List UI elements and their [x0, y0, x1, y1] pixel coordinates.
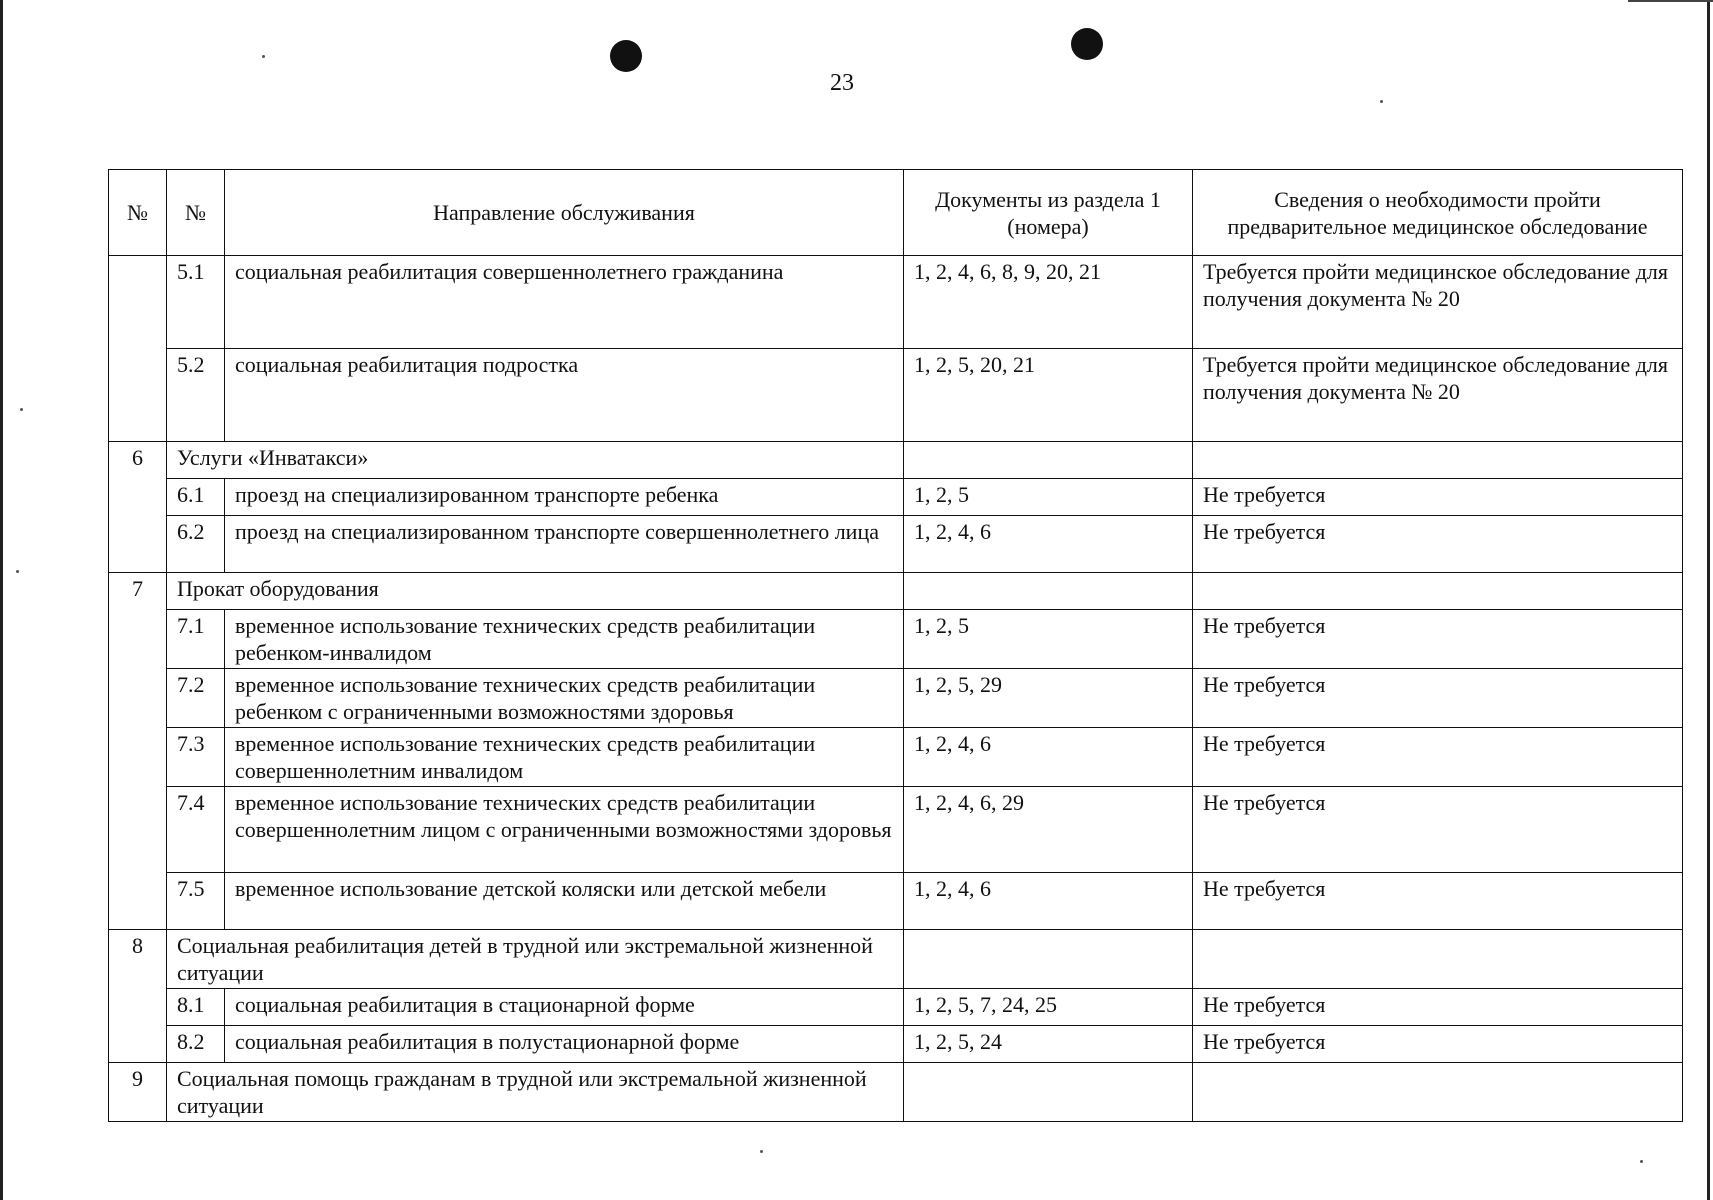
medical-cell: Не требуется [1193, 516, 1683, 573]
documents-cell [904, 442, 1193, 479]
sub-number-cell: 7.3 [167, 728, 225, 787]
table-row [109, 610, 1683, 669]
documents-cell: 1, 2, 5, 29 [904, 669, 1193, 728]
header-documents: Документы из раздела 1 (номера) [904, 170, 1193, 256]
table-row [109, 873, 1683, 930]
group-title-cell: Прокат оборудования [167, 573, 904, 610]
medical-cell: Не требуется [1193, 989, 1683, 1026]
header-direction: Направление обслуживания [225, 170, 904, 256]
punch-hole-left [610, 40, 642, 72]
scan-speck [1380, 100, 1383, 103]
documents-cell: 1, 2, 4, 6 [904, 873, 1193, 930]
medical-cell: Не требуется [1193, 873, 1683, 930]
group-number-cell: 9 [109, 1063, 167, 1122]
table-group-row [109, 930, 1683, 989]
direction-cell: временное использование детской коляски или детской мебели [225, 873, 904, 930]
medical-cell: Не требуется [1193, 728, 1683, 787]
direction-cell: проезд на специализированном транспорте совершеннолетнего лица [225, 516, 904, 573]
table-group-row [109, 573, 1683, 610]
scan-speck [262, 55, 265, 58]
group-title-cell: Услуги «Инватакси» [167, 442, 904, 479]
group-number-cell: 8 [109, 930, 167, 1063]
direction-cell: временное использование технических средств реабилитации ребенком-инвалидом [225, 610, 904, 669]
sub-number-cell: 8.1 [167, 989, 225, 1026]
group-title-cell: Социальная помощь гражданам в трудной или экстремальной жизненной ситуации [167, 1063, 904, 1122]
documents-cell: 1, 2, 5, 20, 21 [904, 349, 1193, 442]
group-title-cell: Социальная реабилитация детей в трудной или экстремальной жизненной ситуации [167, 930, 904, 989]
header-sub-number: № [167, 170, 225, 256]
sub-number-cell: 5.2 [167, 349, 225, 442]
sub-number-cell: 5.1 [167, 256, 225, 349]
header-group-number: № [109, 170, 167, 256]
scan-right-edge [1707, 0, 1710, 1200]
medical-cell: Требуется пройти медицинское обследование для получения документа № 20 [1193, 256, 1683, 349]
medical-cell [1193, 930, 1683, 989]
sub-number-cell: 7.2 [167, 669, 225, 728]
group-number-cell: 7 [109, 573, 167, 930]
direction-cell: социальная реабилитация в полустационарной форме [225, 1026, 904, 1063]
medical-cell: Не требуется [1193, 787, 1683, 873]
direction-cell: проезд на специализированном транспорте ребенка [225, 479, 904, 516]
table-group-row [109, 442, 1683, 479]
group-number-cell [109, 256, 167, 442]
direction-cell: временное использование технических средств реабилитации совершеннолетним лицом с ограниченными возможностями здоровья [225, 787, 904, 873]
punch-hole-right [1071, 28, 1103, 60]
services-table [108, 169, 1683, 1122]
table-row [109, 728, 1683, 787]
table-row [109, 787, 1683, 873]
table-row [109, 349, 1683, 442]
documents-cell [904, 573, 1193, 610]
scan-speck [20, 408, 23, 411]
medical-cell [1193, 442, 1683, 479]
table-row [109, 989, 1683, 1026]
medical-cell: Не требуется [1193, 669, 1683, 728]
medical-cell: Требуется пройти медицинское обследование для получения документа № 20 [1193, 349, 1683, 442]
documents-cell: 1, 2, 4, 6 [904, 516, 1193, 573]
documents-cell: 1, 2, 5, 7, 24, 25 [904, 989, 1193, 1026]
table-row [109, 1026, 1683, 1063]
table-row [109, 516, 1683, 573]
scan-top-edge [1628, 0, 1713, 2]
header-medical: Сведения о необходимости пройти предварительное медицинское обследование [1193, 170, 1683, 256]
documents-cell: 1, 2, 4, 6, 8, 9, 20, 21 [904, 256, 1193, 349]
documents-cell [904, 1063, 1193, 1122]
scan-speck [760, 1150, 763, 1153]
scan-left-edge [0, 0, 3, 1200]
medical-cell [1193, 573, 1683, 610]
table-row [109, 479, 1683, 516]
direction-cell: социальная реабилитация в стационарной форме [225, 989, 904, 1026]
table-row [109, 256, 1683, 349]
table-row [109, 669, 1683, 728]
documents-cell: 1, 2, 4, 6 [904, 728, 1193, 787]
documents-cell: 1, 2, 4, 6, 29 [904, 787, 1193, 873]
sub-number-cell: 6.1 [167, 479, 225, 516]
table-group-row [109, 1063, 1683, 1122]
direction-cell: временное использование технических средств реабилитации совершеннолетним инвалидом [225, 728, 904, 787]
sub-number-cell: 6.2 [167, 516, 225, 573]
medical-cell: Не требуется [1193, 1026, 1683, 1063]
documents-cell: 1, 2, 5 [904, 479, 1193, 516]
sub-number-cell: 7.4 [167, 787, 225, 873]
sub-number-cell: 8.2 [167, 1026, 225, 1063]
sub-number-cell: 7.5 [167, 873, 225, 930]
documents-cell [904, 930, 1193, 989]
direction-cell: социальная реабилитация совершеннолетнего гражданина [225, 256, 904, 349]
group-number-cell: 6 [109, 442, 167, 573]
page-number: 23 [830, 70, 854, 96]
medical-cell: Не требуется [1193, 479, 1683, 516]
direction-cell: временное использование технических средств реабилитации ребенком с ограниченными возможностями здоровья [225, 669, 904, 728]
sub-number-cell: 7.1 [167, 610, 225, 669]
scan-speck [16, 570, 19, 573]
documents-cell: 1, 2, 5 [904, 610, 1193, 669]
direction-cell: социальная реабилитация подростка [225, 349, 904, 442]
documents-cell: 1, 2, 5, 24 [904, 1026, 1193, 1063]
medical-cell: Не требуется [1193, 610, 1683, 669]
table-header-row [109, 170, 1683, 256]
scan-speck [1640, 1160, 1643, 1163]
medical-cell [1193, 1063, 1683, 1122]
